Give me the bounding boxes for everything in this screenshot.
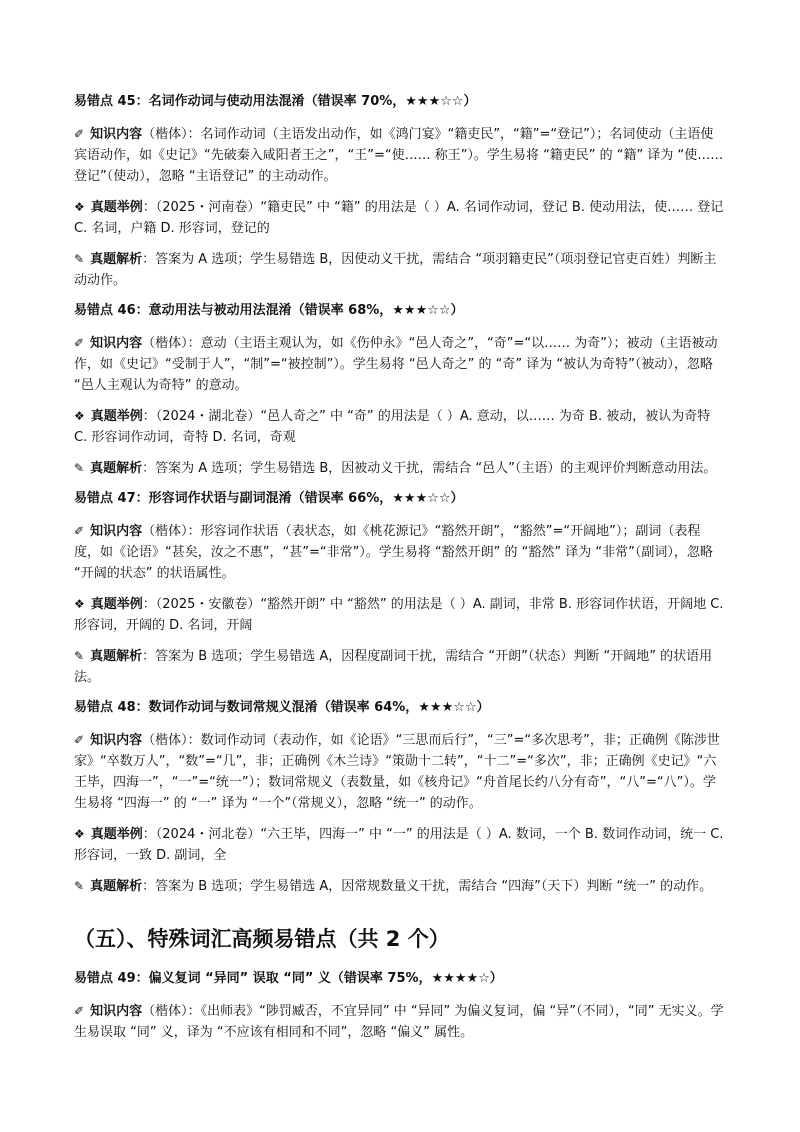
analysis-label: 真题解析 [90, 649, 143, 664]
diamond-bullet-icon: ❖ [74, 827, 85, 841]
example-label: 真题举例 [90, 827, 143, 842]
pen-icon: ✎ [74, 252, 85, 266]
point-title: 易错点 48：数词作动词与数词常规义混淆（错误率 64%，★★★☆☆） [74, 700, 490, 715]
knowledge-text: （楷体）：形容词作状语（表状态，如《桃花源记》“豁然开朗”，“豁然”=“开阔地”）；副词（表程度，如《论语》“甚矣，汝之不惠”，“甚”=“非常”）。学生易将 “豁然开朗” 的 “豁然” 译为 “非常”（副词），忽略 “开阔的状态” 的状语属性。 [74, 524, 713, 581]
pencil-icon: ✐ [74, 1004, 85, 1018]
pen-icon: ✎ [74, 879, 85, 893]
example-label: 真题举例 [90, 409, 143, 424]
point-title: 易错点 49：偏义复词 “异同” 误取 “同” 义（错误率 75%，★★★★☆） [74, 971, 503, 986]
pencil-icon: ✐ [74, 524, 85, 538]
knowledge-paragraph [74, 1001, 726, 1043]
knowledge-label: 知识内容 [90, 524, 143, 539]
analysis-paragraph [74, 249, 726, 291]
diamond-bullet-icon: ❖ [74, 200, 85, 214]
analysis-paragraph [74, 458, 726, 479]
knowledge-label: 知识内容 [90, 336, 143, 351]
analysis-text: ：答案为 B 选项；学生易错选 A，因常规数量义干扰，需结合 “四海”（天下）判断 “统一” 的动作。 [142, 879, 713, 894]
example-paragraph [74, 197, 726, 239]
error-point-47 [74, 489, 726, 688]
pencil-icon: ✐ [74, 127, 85, 141]
example-paragraph [74, 594, 726, 636]
analysis-text: ：答案为 B 选项；学生易错选 A，因程度副词干扰，需结合 “开朗”（状态）判断 “开阔地” 的状语用法。 [74, 649, 713, 685]
point-title: 易错点 45：名词作动词与使动用法混淆（错误率 70%，★★★☆☆） [74, 94, 477, 109]
example-text: ：（2025・安徽卷）“豁然开朗” 中 “豁然” 的用法是（ ）A. 副词，非常 B. 形容词作状语，开阔地 C. 形容词，开阔的 D. 名词，开阔 [74, 597, 724, 633]
knowledge-paragraph [74, 124, 726, 187]
analysis-paragraph [74, 876, 726, 897]
knowledge-text: （楷体）：意动（主语主观认为，如《伤仲永》“邑人奇之”，“奇”=“以…… 为奇”）；被动（主语被动作，如《史记》“受制于人”，“制”=“被控制”）。学生易将 “邑人奇之” 的 “奇” 译为 “被认为奇特”（被动），忽略 “邑人主观认为奇特” 的意动。 [74, 336, 718, 393]
error-point-46 [74, 301, 726, 479]
analysis-label: 真题解析 [90, 461, 143, 476]
knowledge-text: （楷体）：数词作动词（表动作，如《论语》“三思而后行”，“三”=“多次思考”，非；正确例《陈涉世家》“卒数万人”，“数”=“几”，非；正确例《木兰诗》“策勋十二转”，“十二”=“多次”，非；正确例《史记》“六王毕，四海一”，“一”=“统一”）；数词常规义（表数量，如《核舟记》“舟首尾长约八分有奇”，“八”=“八”）。学生易将 “四海一” 的 “一” 译为 “一个”（常规义），忽略 “统一” 的动作。 [74, 733, 720, 811]
analysis-paragraph [74, 646, 726, 688]
knowledge-label: 知识内容 [90, 1004, 143, 1019]
knowledge-label: 知识内容 [90, 127, 143, 142]
example-paragraph [74, 406, 726, 448]
example-text: ：（2024・河北卷）“六王毕，四海一” 中 “一” 的用法是（ ）A. 数词，一个 B. 数词作动词，统一 C. 形容词，一致 D. 副词，全 [74, 827, 724, 863]
section-heading: （五）、特殊词汇高频易错点（共 2 个） [74, 927, 450, 951]
knowledge-text: （楷体）：《出师表》“陟罚臧否，不宜异同” 中 “异同” 为偏义复词，偏 “异”（不同），“同” 无实义。学生易误取 “同” 义，译为 “不应该有相同和不同”，忽略 “偏义” 属性。 [74, 1004, 724, 1040]
knowledge-paragraph [74, 333, 726, 396]
analysis-label: 真题解析 [90, 879, 143, 894]
diamond-bullet-icon: ❖ [74, 597, 85, 611]
analysis-text: ：答案为 A 选项；学生易错选 B，因被动义干扰，需结合 “邑人”（主语）的主观评价判断意动用法。 [142, 461, 717, 476]
example-paragraph [74, 824, 726, 866]
pencil-icon: ✐ [74, 733, 85, 747]
knowledge-label: 知识内容 [90, 733, 143, 748]
point-title: 易错点 46：意动用法与被动用法混淆（错误率 68%，★★★☆☆） [74, 303, 464, 318]
pen-icon: ✎ [74, 649, 85, 663]
error-point-49 [74, 969, 726, 1043]
knowledge-text: （楷体）：名词作动词（主语发出动作，如《鸿门宴》“籍吏民”，“籍”=“登记”）；名词使动（主语使宾语动作，如《史记》“先破秦入咸阳者王之”，“王”=“使…… 称王”）。学生易将 “籍吏民” 的 “籍” 译为 “使…… 登记”（使动），忽略 “主语登记” 的主动动作。 [74, 127, 724, 184]
analysis-text: ：答案为 A 选项；学生易错选 B，因使动义干扰，需结合 “项羽籍吏民”（项羽登记官吏百姓）判断主动动作。 [74, 252, 717, 288]
error-point-45 [74, 92, 726, 291]
diamond-bullet-icon: ❖ [74, 409, 85, 423]
example-label: 真题举例 [90, 597, 143, 612]
example-label: 真题举例 [90, 200, 143, 215]
pencil-icon: ✐ [74, 336, 85, 350]
knowledge-paragraph [74, 521, 726, 584]
error-point-48 [74, 698, 726, 897]
example-text: ：（2025・河南卷）“籍吏民” 中 “籍” 的用法是（ ）A. 名词作动词，登记 B. 使动用法，使…… 登记 C. 名词，户籍 D. 形容词，登记的 [74, 200, 724, 236]
point-title: 易错点 47：形容词作状语与副词混淆（错误率 66%，★★★☆☆） [74, 491, 464, 506]
analysis-label: 真题解析 [90, 252, 143, 267]
pen-icon: ✎ [74, 461, 85, 475]
knowledge-paragraph [74, 730, 726, 814]
example-text: ：（2024・湖北卷）“邑人奇之” 中 “奇” 的用法是（ ）A. 意动，以…… 为奇 B. 被动，被认为奇特 C. 形容词作动词，奇特 D. 名词，奇观 [74, 409, 711, 445]
